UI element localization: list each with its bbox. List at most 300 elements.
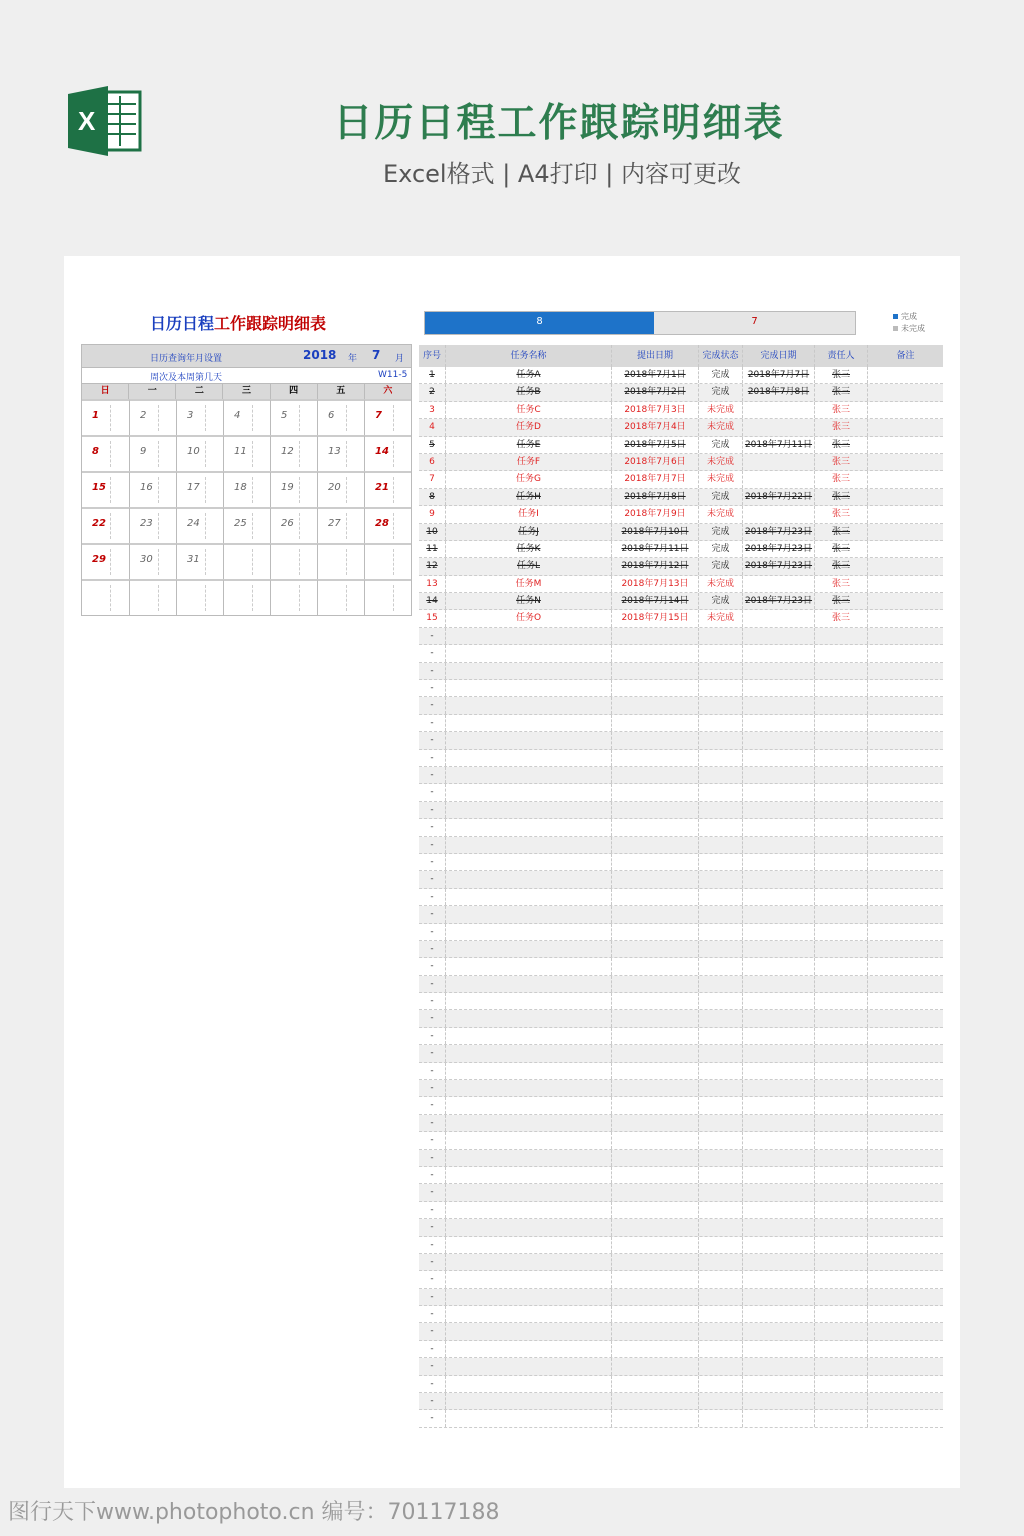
table-cell[interactable] xyxy=(445,1080,611,1096)
table-cell[interactable] xyxy=(814,1237,867,1253)
table-cell[interactable] xyxy=(611,1132,698,1148)
table-cell[interactable] xyxy=(698,889,742,905)
calendar-day-cell[interactable] xyxy=(176,471,223,507)
table-cell[interactable] xyxy=(611,1358,698,1374)
table-cell[interactable] xyxy=(867,993,943,1009)
table-cell[interactable] xyxy=(445,576,611,592)
table-cell[interactable] xyxy=(742,767,814,783)
table-cell[interactable] xyxy=(611,610,698,626)
table-cell[interactable] xyxy=(698,924,742,940)
table-cell[interactable] xyxy=(419,471,445,487)
table-cell[interactable] xyxy=(867,802,943,818)
table-row-empty[interactable] xyxy=(419,976,943,993)
table-cell[interactable] xyxy=(611,941,698,957)
table-cell[interactable] xyxy=(742,1132,814,1148)
table-cell[interactable] xyxy=(419,437,445,453)
table-cell[interactable] xyxy=(814,767,867,783)
table-cell[interactable] xyxy=(445,402,611,418)
calendar-day-cell[interactable] xyxy=(270,579,317,615)
table-cell[interactable] xyxy=(814,1097,867,1113)
table-row[interactable] xyxy=(419,471,943,488)
table-cell[interactable] xyxy=(611,1289,698,1305)
table-cell[interactable] xyxy=(742,993,814,1009)
table-cell[interactable] xyxy=(698,506,742,522)
table-cell[interactable] xyxy=(814,924,867,940)
calendar-day-cell[interactable] xyxy=(176,543,223,579)
table-cell[interactable]: - xyxy=(430,1204,434,1215)
table-cell[interactable] xyxy=(445,1184,611,1200)
table-cell[interactable] xyxy=(814,1410,867,1426)
table-cell[interactable] xyxy=(742,1219,814,1235)
table-cell[interactable] xyxy=(742,1376,814,1392)
table-cell[interactable] xyxy=(867,1393,943,1409)
table-row-empty[interactable] xyxy=(419,628,943,645)
calendar-day-cell[interactable] xyxy=(82,399,129,435)
table-cell[interactable] xyxy=(445,767,611,783)
table-cell[interactable] xyxy=(742,1202,814,1218)
table-cell[interactable] xyxy=(698,402,742,418)
table-cell[interactable]: - xyxy=(430,665,434,676)
table-cell[interactable] xyxy=(445,802,611,818)
table-cell[interactable] xyxy=(742,1393,814,1409)
table-cell[interactable] xyxy=(419,402,445,418)
table-cell[interactable] xyxy=(611,402,698,418)
table-cell[interactable] xyxy=(742,1237,814,1253)
table-cell[interactable] xyxy=(867,819,943,835)
calendar-day-cell[interactable] xyxy=(223,579,270,615)
table-cell[interactable] xyxy=(814,593,867,609)
table-cell[interactable] xyxy=(814,610,867,626)
table-cell[interactable] xyxy=(611,906,698,922)
table-cell[interactable] xyxy=(742,1254,814,1270)
calendar-day-cell[interactable] xyxy=(176,399,223,435)
calendar-day-cell[interactable] xyxy=(176,435,223,471)
table-cell[interactable] xyxy=(742,854,814,870)
table-cell[interactable] xyxy=(814,1010,867,1026)
calendar-day-cell[interactable] xyxy=(317,435,364,471)
calendar-day-cell[interactable] xyxy=(129,435,176,471)
table-cell[interactable] xyxy=(445,1237,611,1253)
table-cell[interactable] xyxy=(742,1289,814,1305)
table-cell[interactable] xyxy=(445,924,611,940)
table-cell[interactable] xyxy=(698,1376,742,1392)
table-cell[interactable] xyxy=(445,367,611,383)
column-header[interactable]: 任务名称 xyxy=(445,345,611,367)
table-cell[interactable] xyxy=(742,1184,814,1200)
table-cell[interactable] xyxy=(445,906,611,922)
table-cell[interactable]: - xyxy=(430,700,434,711)
table-cell[interactable] xyxy=(611,541,698,557)
table-row-empty[interactable] xyxy=(419,802,943,819)
table-cell[interactable] xyxy=(742,1341,814,1357)
table-cell[interactable] xyxy=(445,837,611,853)
table-cell[interactable] xyxy=(867,906,943,922)
table-cell[interactable] xyxy=(742,1323,814,1339)
calendar-day-cell[interactable] xyxy=(82,471,129,507)
table-cell[interactable] xyxy=(611,1323,698,1339)
calendar-day-cell[interactable] xyxy=(270,543,317,579)
table-row-empty[interactable] xyxy=(419,750,943,767)
table-cell[interactable] xyxy=(445,1410,611,1426)
table-cell[interactable] xyxy=(814,576,867,592)
table-cell[interactable] xyxy=(814,1132,867,1148)
table-cell[interactable] xyxy=(814,628,867,644)
table-cell[interactable] xyxy=(698,871,742,887)
table-cell[interactable] xyxy=(742,1115,814,1131)
table-cell[interactable] xyxy=(814,1028,867,1044)
table-cell[interactable] xyxy=(698,1410,742,1426)
table-row-empty[interactable] xyxy=(419,837,943,854)
table-cell[interactable]: - xyxy=(430,1187,434,1198)
table-cell[interactable] xyxy=(867,767,943,783)
table-cell[interactable] xyxy=(742,941,814,957)
table-cell[interactable] xyxy=(698,1237,742,1253)
table-cell[interactable] xyxy=(814,837,867,853)
calendar-day-cell[interactable] xyxy=(223,399,270,435)
column-header[interactable]: 完成日期 xyxy=(742,345,814,367)
table-cell[interactable] xyxy=(611,489,698,505)
table-cell[interactable]: - xyxy=(430,630,434,641)
table-cell[interactable]: - xyxy=(430,1274,434,1285)
table-cell[interactable] xyxy=(867,1271,943,1287)
table-cell[interactable] xyxy=(445,819,611,835)
table-row-empty[interactable] xyxy=(419,1306,943,1323)
table-cell[interactable] xyxy=(611,837,698,853)
table-cell[interactable] xyxy=(445,715,611,731)
table-row-empty[interactable] xyxy=(419,697,943,714)
table-row[interactable] xyxy=(419,576,943,593)
column-header[interactable]: 序号 xyxy=(422,351,441,361)
table-cell[interactable] xyxy=(867,610,943,626)
table-cell[interactable] xyxy=(611,1045,698,1061)
table-cell[interactable] xyxy=(611,1254,698,1270)
table-cell[interactable] xyxy=(611,1115,698,1131)
table-cell[interactable] xyxy=(419,593,445,609)
table-cell[interactable] xyxy=(611,784,698,800)
table-cell[interactable] xyxy=(867,958,943,974)
table-cell[interactable] xyxy=(742,1358,814,1374)
table-cell[interactable] xyxy=(445,1323,611,1339)
table-row-empty[interactable] xyxy=(419,1341,943,1358)
table-cell[interactable] xyxy=(698,437,742,453)
table-cell[interactable] xyxy=(742,924,814,940)
table-cell[interactable] xyxy=(867,1097,943,1113)
calendar-day-cell[interactable] xyxy=(270,471,317,507)
table-cell[interactable] xyxy=(445,1028,611,1044)
table-row-empty[interactable] xyxy=(419,906,943,923)
table-cell[interactable] xyxy=(867,402,943,418)
table-cell[interactable] xyxy=(698,628,742,644)
table-cell[interactable] xyxy=(445,1202,611,1218)
table-cell[interactable] xyxy=(698,958,742,974)
table-cell[interactable] xyxy=(814,958,867,974)
table-cell[interactable] xyxy=(611,1376,698,1392)
table-cell[interactable] xyxy=(698,1167,742,1183)
table-cell[interactable] xyxy=(814,524,867,540)
table-cell[interactable] xyxy=(698,1028,742,1044)
table-cell[interactable] xyxy=(698,454,742,470)
table-cell[interactable] xyxy=(611,1028,698,1044)
table-cell[interactable] xyxy=(445,1045,611,1061)
table-cell[interactable] xyxy=(742,802,814,818)
table-cell[interactable] xyxy=(867,750,943,766)
table-cell[interactable] xyxy=(445,1271,611,1287)
table-cell[interactable] xyxy=(611,1341,698,1357)
table-cell[interactable] xyxy=(867,1045,943,1061)
table-cell[interactable] xyxy=(742,506,814,522)
table-cell[interactable] xyxy=(698,663,742,679)
table-cell[interactable] xyxy=(742,1271,814,1287)
table-cell[interactable] xyxy=(611,854,698,870)
table-cell[interactable] xyxy=(698,1132,742,1148)
table-row-empty[interactable] xyxy=(419,1237,943,1254)
column-header[interactable]: 责任人 xyxy=(814,345,867,367)
table-row[interactable] xyxy=(419,558,943,575)
table-cell[interactable] xyxy=(445,958,611,974)
table-cell[interactable] xyxy=(445,1167,611,1183)
calendar-day-cell[interactable] xyxy=(176,579,223,615)
table-row[interactable] xyxy=(419,524,943,541)
table-cell[interactable]: - xyxy=(430,1396,434,1407)
table-cell[interactable] xyxy=(814,384,867,400)
table-cell[interactable] xyxy=(867,541,943,557)
table-cell[interactable] xyxy=(814,1063,867,1079)
table-cell[interactable] xyxy=(611,871,698,887)
table-cell[interactable] xyxy=(814,1393,867,1409)
table-cell[interactable] xyxy=(814,402,867,418)
calendar-year-input[interactable]: 2018 xyxy=(303,348,337,362)
table-cell[interactable] xyxy=(742,576,814,592)
table-cell[interactable]: - xyxy=(430,1239,434,1250)
table-cell[interactable] xyxy=(611,384,698,400)
table-cell[interactable]: - xyxy=(430,1048,434,1059)
table-cell[interactable]: - xyxy=(430,1152,434,1163)
table-cell[interactable]: - xyxy=(430,717,434,728)
table-cell[interactable] xyxy=(611,1097,698,1113)
table-cell[interactable] xyxy=(698,697,742,713)
table-row-empty[interactable] xyxy=(419,889,943,906)
calendar-day-cell[interactable] xyxy=(317,579,364,615)
table-cell[interactable] xyxy=(611,1271,698,1287)
table-cell[interactable] xyxy=(611,697,698,713)
table-cell[interactable] xyxy=(814,715,867,731)
table-cell[interactable] xyxy=(867,697,943,713)
calendar-month-input[interactable]: 7 xyxy=(372,348,381,362)
table-cell[interactable] xyxy=(867,437,943,453)
table-cell[interactable]: - xyxy=(430,961,434,972)
table-cell[interactable] xyxy=(698,941,742,957)
table-cell[interactable]: - xyxy=(430,752,434,763)
table-cell[interactable] xyxy=(814,506,867,522)
table-cell[interactable] xyxy=(698,1323,742,1339)
table-cell[interactable] xyxy=(742,1028,814,1044)
table-cell[interactable] xyxy=(445,1358,611,1374)
table-cell[interactable] xyxy=(445,750,611,766)
table-cell[interactable] xyxy=(814,1202,867,1218)
table-cell[interactable] xyxy=(698,906,742,922)
table-cell[interactable]: - xyxy=(430,839,434,850)
table-cell[interactable] xyxy=(698,715,742,731)
table-row-empty[interactable] xyxy=(419,1254,943,1271)
table-cell[interactable] xyxy=(419,367,445,383)
table-cell[interactable] xyxy=(611,993,698,1009)
table-cell[interactable] xyxy=(611,802,698,818)
table-cell[interactable] xyxy=(867,1184,943,1200)
table-cell[interactable] xyxy=(814,1115,867,1131)
table-cell[interactable] xyxy=(611,1080,698,1096)
table-cell[interactable] xyxy=(814,1254,867,1270)
table-cell[interactable] xyxy=(867,524,943,540)
table-cell[interactable] xyxy=(445,854,611,870)
calendar-day-cell[interactable] xyxy=(317,543,364,579)
table-cell[interactable] xyxy=(445,541,611,557)
table-row-empty[interactable] xyxy=(419,871,943,888)
table-cell[interactable] xyxy=(814,784,867,800)
table-cell[interactable] xyxy=(867,784,943,800)
table-cell[interactable] xyxy=(698,680,742,696)
table-cell[interactable] xyxy=(611,506,698,522)
calendar-day-cell[interactable] xyxy=(129,471,176,507)
table-cell[interactable]: - xyxy=(430,1413,434,1424)
table-cell[interactable] xyxy=(814,663,867,679)
table-cell[interactable]: - xyxy=(430,1291,434,1302)
table-cell[interactable] xyxy=(611,958,698,974)
table-cell[interactable] xyxy=(814,1323,867,1339)
table-cell[interactable] xyxy=(742,367,814,383)
table-cell[interactable] xyxy=(742,663,814,679)
table-cell[interactable] xyxy=(867,1080,943,1096)
table-row-empty[interactable] xyxy=(419,993,943,1010)
table-row-empty[interactable] xyxy=(419,767,943,784)
table-cell[interactable] xyxy=(698,1219,742,1235)
table-cell[interactable] xyxy=(742,837,814,853)
table-cell[interactable] xyxy=(445,454,611,470)
table-cell[interactable] xyxy=(698,1306,742,1322)
table-cell[interactable] xyxy=(698,367,742,383)
calendar-day-cell[interactable] xyxy=(82,435,129,471)
table-cell[interactable] xyxy=(742,558,814,574)
table-cell[interactable] xyxy=(867,1306,943,1322)
table-cell[interactable] xyxy=(867,628,943,644)
calendar-day-cell[interactable] xyxy=(364,579,411,615)
table-cell[interactable] xyxy=(698,576,742,592)
table-cell[interactable] xyxy=(867,663,943,679)
table-cell[interactable] xyxy=(867,576,943,592)
table-row-empty[interactable] xyxy=(419,1219,943,1236)
table-cell[interactable] xyxy=(814,1376,867,1392)
table-cell[interactable] xyxy=(419,384,445,400)
table-cell[interactable] xyxy=(814,1219,867,1235)
table-cell[interactable] xyxy=(742,715,814,731)
calendar-day-cell[interactable] xyxy=(82,579,129,615)
table-row-empty[interactable] xyxy=(419,1167,943,1184)
calendar-day-cell[interactable] xyxy=(223,543,270,579)
table-cell[interactable] xyxy=(611,1202,698,1218)
table-cell[interactable] xyxy=(611,471,698,487)
table-cell[interactable]: - xyxy=(430,909,434,920)
table-cell[interactable]: - xyxy=(430,804,434,815)
table-cell[interactable] xyxy=(742,437,814,453)
table-row-empty[interactable] xyxy=(419,958,943,975)
table-cell[interactable] xyxy=(611,1150,698,1166)
table-cell[interactable] xyxy=(698,767,742,783)
table-cell[interactable] xyxy=(698,489,742,505)
table-cell[interactable] xyxy=(698,1063,742,1079)
table-cell[interactable] xyxy=(611,663,698,679)
table-row-empty[interactable] xyxy=(419,1150,943,1167)
table-cell[interactable] xyxy=(867,1323,943,1339)
table-cell[interactable] xyxy=(742,628,814,644)
table-cell[interactable]: - xyxy=(430,1013,434,1024)
table-row-empty[interactable] xyxy=(419,1289,943,1306)
table-cell[interactable] xyxy=(742,419,814,435)
table-row[interactable] xyxy=(419,419,943,436)
table-cell[interactable] xyxy=(742,976,814,992)
table-cell[interactable] xyxy=(814,871,867,887)
table-row[interactable] xyxy=(419,384,943,401)
table-cell[interactable] xyxy=(419,454,445,470)
table-cell[interactable] xyxy=(419,524,445,540)
table-cell[interactable] xyxy=(445,1115,611,1131)
table-row[interactable] xyxy=(419,367,943,384)
table-cell[interactable] xyxy=(698,1289,742,1305)
table-cell[interactable] xyxy=(867,1132,943,1148)
table-cell[interactable] xyxy=(445,384,611,400)
table-cell[interactable]: - xyxy=(430,787,434,798)
table-cell[interactable] xyxy=(445,680,611,696)
table-cell[interactable] xyxy=(742,1010,814,1026)
calendar-day-cell[interactable] xyxy=(364,399,411,435)
table-cell[interactable] xyxy=(742,750,814,766)
table-cell[interactable] xyxy=(445,1376,611,1392)
table-cell[interactable] xyxy=(814,1045,867,1061)
table-cell[interactable]: - xyxy=(430,1065,434,1076)
table-cell[interactable] xyxy=(611,1237,698,1253)
table-cell[interactable]: - xyxy=(430,874,434,885)
table-cell[interactable]: - xyxy=(430,1256,434,1267)
table-cell[interactable]: - xyxy=(430,1100,434,1111)
table-cell[interactable] xyxy=(814,1080,867,1096)
table-row-empty[interactable] xyxy=(419,1063,943,1080)
calendar-day-cell[interactable] xyxy=(129,579,176,615)
table-cell[interactable] xyxy=(445,784,611,800)
table-cell[interactable] xyxy=(867,941,943,957)
table-row-empty[interactable] xyxy=(419,1045,943,1062)
table-cell[interactable] xyxy=(445,1341,611,1357)
table-cell[interactable]: - xyxy=(430,1361,434,1372)
table-row-empty[interactable] xyxy=(419,941,943,958)
table-cell[interactable] xyxy=(742,697,814,713)
table-cell[interactable]: - xyxy=(430,1083,434,1094)
table-cell[interactable] xyxy=(419,489,445,505)
table-cell[interactable] xyxy=(445,506,611,522)
table-row-empty[interactable] xyxy=(419,1376,943,1393)
table-cell[interactable] xyxy=(698,1115,742,1131)
table-cell[interactable] xyxy=(814,1289,867,1305)
table-cell[interactable] xyxy=(445,732,611,748)
table-cell[interactable] xyxy=(698,976,742,992)
table-cell[interactable] xyxy=(742,784,814,800)
table-row[interactable] xyxy=(419,402,943,419)
table-cell[interactable] xyxy=(611,1063,698,1079)
table-cell[interactable] xyxy=(742,1080,814,1096)
table-row-empty[interactable] xyxy=(419,732,943,749)
table-cell[interactable] xyxy=(698,837,742,853)
table-cell[interactable] xyxy=(698,471,742,487)
table-row-empty[interactable] xyxy=(419,1080,943,1097)
table-cell[interactable] xyxy=(814,750,867,766)
table-cell[interactable] xyxy=(698,1254,742,1270)
